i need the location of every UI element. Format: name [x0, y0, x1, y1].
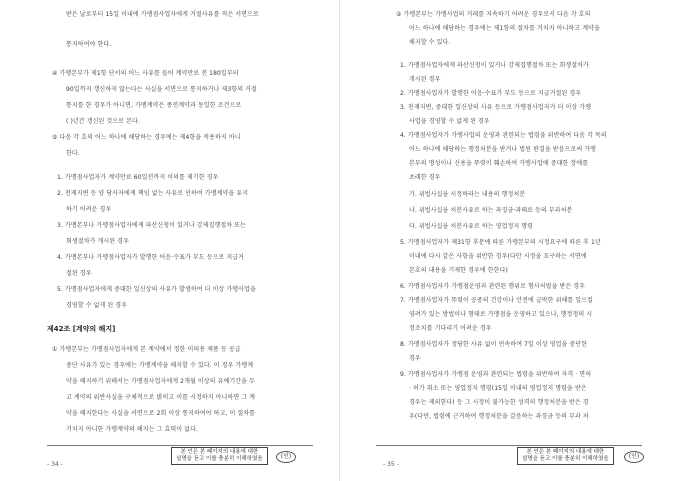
left-line-14: 4. 가맹본부나 가맹점사업자가 발행한 어음·수표가 부도 등으로 지급거 [57, 254, 245, 261]
left-notice-line-2: 설명을 듣고 이를 충분히 이해하였음 [176, 456, 263, 462]
left-line-1: 받은 날로부터 15일 이내에 가맹점사업자에게 거절사유를 적은 서면으로 [66, 11, 259, 18]
left-line-12: 3. 가맹본부나 가맹점사업자에게 파산신청이 있거나 강제집행절차 또는 [57, 222, 246, 229]
right-line-15: 다. 위법사실을 처분사유로 하는 영업정지 명령 [409, 223, 534, 230]
right-line-20: 7. 가맹점사업자가 뚜렷이 공중의 건강이나 안전에 급박한 위해를 일으킬 [400, 297, 593, 304]
right-line-10: 어느 하나에 해당하는 행정처분을 받거나 법원 판결을 받음으로써 가맹 [409, 146, 597, 153]
right-line-9: 4. 가맹점사업자가 가맹사업의 운영과 관련되는 법령을 위반하여 다음 각 목의 [400, 132, 607, 139]
left-line-17: 경영할 수 없게 된 경우 [66, 302, 128, 309]
right-page [340, 0, 680, 481]
left-line-21: 고 계약의 위반사실을 구체적으로 밝히고 이를 시정하지 아니하면 그 계 [66, 394, 256, 401]
right-line-24: 경우 [409, 355, 421, 362]
left-line-8: 한다. [66, 150, 80, 157]
right-line-2: 어느 하나에 해당하는 경우에는 제1항의 절차를 거치지 아니하고 계약을 [409, 25, 600, 32]
left-line-16: 5. 가맹점사업자에게 중대한 일신상의 사유가 발생하여 더 이상 가맹사업을 [57, 286, 256, 293]
right-footer-rule [376, 445, 642, 446]
left-line-3: ④ 가맹본부가 제1항 단서의 어느 사유를 들어 계약만료 전 180일부터 [52, 70, 239, 77]
right-line-19: 6. 가맹점사업자가 가맹점운영과 관련된 행위로 형사처벌을 받은 경우 [400, 283, 586, 290]
left-line-7: ⑤ 다음 각 호의 어느 하나에 해당하는 경우에는 제4항을 적용하지 아니 [52, 134, 241, 141]
left-line-20: 약을 해지하기 위해서는 가맹점사업자에게 2개월 이상의 유예기간을 두 [66, 378, 255, 385]
right-line-26: · 허가 취소 또는 영업정지 명령(15일 이내의 영업정지 명령을 받은 [409, 385, 587, 392]
right-line-6: 2. 가맹점사업자가 발행한 어음·수표가 부도 등으로 지급거절된 경우 [400, 90, 582, 97]
right-line-11: 본부의 명성이나 신용을 뚜렷이 훼손하여 가맹사업에 중대한 장애를 [409, 160, 589, 167]
right-notice-line-1: 본 인은 본 페이지의 내용에 대한 [526, 449, 605, 455]
right-line-13: 가. 위법사실을 시정하라는 내용의 행정처분 [409, 191, 526, 198]
right-line-1: ② 가맹본부는 가맹사업의 거래를 지속하기 어려운 경우로서 다음 각 호의 [396, 11, 591, 18]
left-notice-line-1: 본 인은 본 페이지의 내용에 대한 [180, 449, 259, 455]
right-line-16: 5. 가맹점사업자가 제31항 후문에 따른 가맹본부의 시정요구에 따른 후 1년 [400, 239, 601, 246]
right-line-18: 본호의 내용을 기재한 경우에 한한다) [409, 267, 508, 274]
left-line-11: 하기 어려운 경우 [66, 206, 112, 213]
right-line-3: 해지할 수 있다. [409, 39, 451, 46]
right-line-23: 8. 가맹점사업자가 정당한 사유 없이 연속하여 7일 이상 영업을 중단한 [400, 341, 588, 348]
left-line-2: 통지하여야 한다. [66, 41, 112, 48]
left-footer-rule [47, 445, 313, 446]
left-line-10: 2. 천재지변 등 양 당사자에게 책임 없는 사유로 인하여 가맹계약을 유지 [57, 190, 249, 197]
left-line-23: 거치지 아니한 가맹계약의 해지는 그 효력이 없다. [66, 426, 198, 433]
right-line-8: 사업을 경영할 수 없게 된 경우 [409, 118, 490, 125]
right-line-25: 9. 가맹점사업자가 가맹점 운영과 관련되는 법령을 위반하여 자격 · 면허 [400, 371, 592, 378]
right-page-number: - 35 - [383, 461, 399, 468]
right-line-4: 1. 가맹점사업자에게 파산신청이 있거나 강제집행절차 또는 회생절차가 [400, 62, 589, 69]
right-notice-line-2: 설명을 듣고 이를 충분히 이해하였음 [522, 456, 609, 462]
left-confirmation-notice [171, 447, 268, 465]
left-line-6: ( )년간 갱신된 것으로 본다. [66, 118, 140, 125]
left-line-5: 통지를 한 경우가 아니면, 가맹계약은 종전계약과 동일한 조건으로 [66, 102, 242, 109]
right-line-22: 정조치를 기다리기 어려운 경우 [409, 325, 492, 332]
left-line-13: 회생절차가 개시된 경우 [66, 238, 129, 245]
right-line-28: 우(다만, 법령에 근거하여 행정처분을 갈음하는 과징금 등의 부과 처 [409, 413, 589, 420]
left-line-22: 약을 해지한다는 사실을 서면으로 2회 이상 통지하여야 하고, 이 절차를 [66, 410, 256, 417]
left-line-4: 90일까지 갱신하지 않는다는 사실을 서면으로 통지하거나 제3항의 거절 [66, 86, 257, 93]
left-page-number: - 34 - [47, 461, 63, 468]
right-line-5: 개시된 경우 [409, 76, 441, 83]
right-line-12: 초래한 경우 [409, 174, 441, 181]
left-line-9: 1. 가맹점사업자가 계약만료 60일전까지 이의를 제기한 경우 [57, 174, 219, 181]
left-line-15: 절된 경우 [66, 270, 92, 277]
left-line-19: 중단 사유가 있는 경우에는 가맹계약을 해지할 수 있다. 이 경우 가맹계 [66, 362, 254, 369]
left-line-18: ① 가맹본부는 가맹점사업자에게 본 계약에서 정한 이의용 제품 등 공급 [52, 346, 241, 353]
left-seal-mark: (인) [276, 451, 296, 463]
right-line-17: 이내에 다시 같은 사항을 위반한 경우(다만 시정을 요구하는 서면에 [409, 253, 587, 260]
right-line-27: 경우는 제외한다) 등 그 시정이 불가능한 성격의 행정처분을 받은 경 [409, 399, 589, 406]
right-line-14: 나. 위법사실을 처분사유로 하는 과징금·과태료 등의 부과처분 [409, 207, 573, 214]
right-confirmation-notice [517, 447, 614, 465]
right-seal-mark: (인) [624, 451, 644, 463]
right-line-7: 3. 천재지변, 중대한 일신상의 사유 등으로 가맹점사업자가 더 이상 가맹 [400, 104, 592, 111]
section-heading: 제42조 [계약의 해지] [47, 325, 116, 333]
right-line-21: 염려가 있는 방법이나 형태로 가맹점을 운영하고 있으나, 행정청의 시 [409, 311, 593, 318]
